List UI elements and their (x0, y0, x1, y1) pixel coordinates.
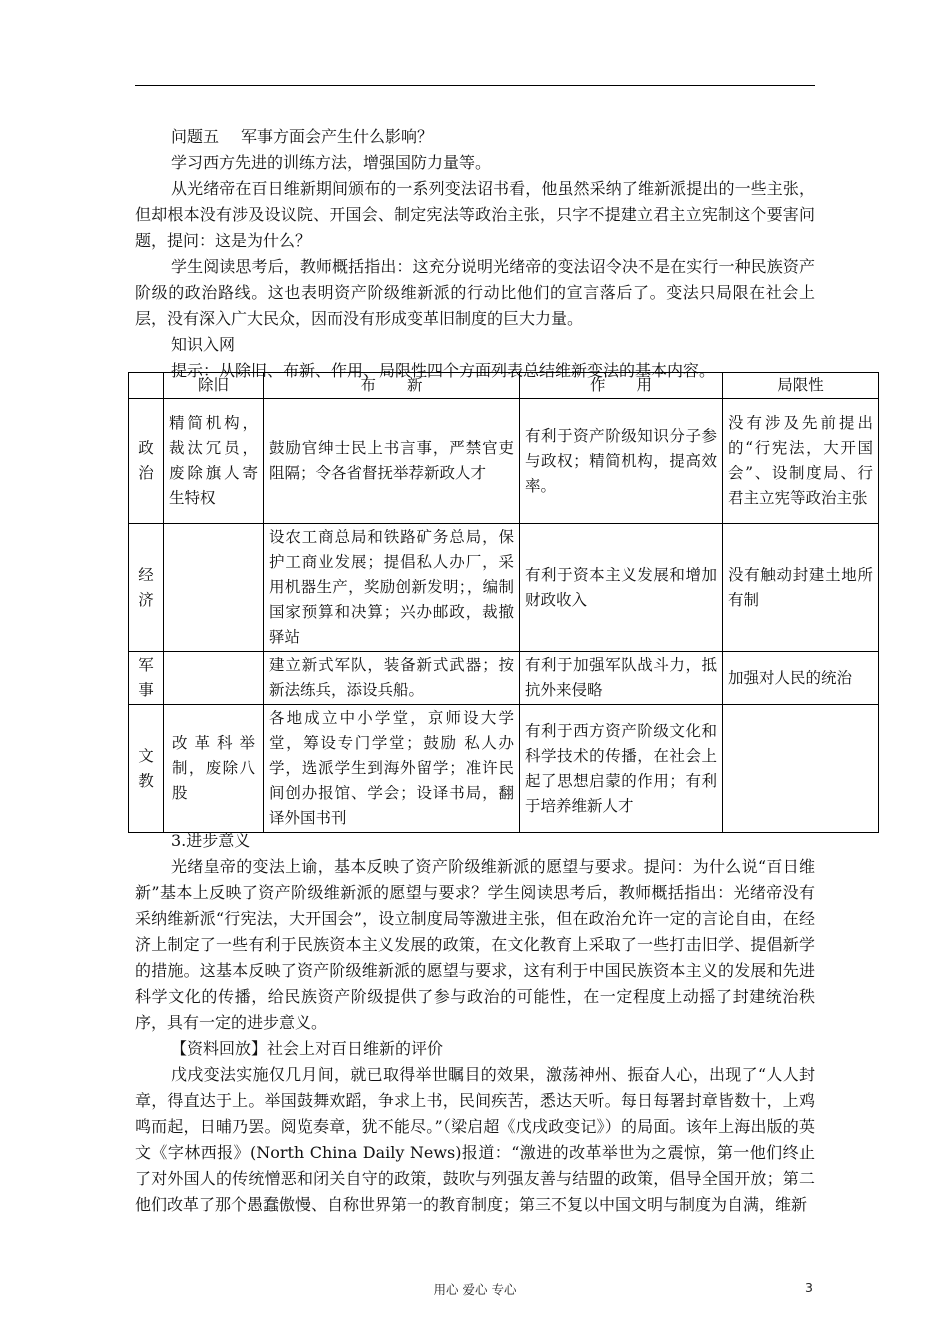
table-row (129, 524, 879, 652)
progress-section (135, 828, 815, 1218)
row-label: 文 教 (129, 705, 164, 833)
table-cell-effect: 有利于资本主义发展和增加财政收入 (520, 524, 723, 652)
question-text: 军事方面会产生什么影响？ (241, 127, 434, 146)
table-cell-limit: 没有触动封建土地所有制 (723, 524, 879, 652)
header-rule (135, 85, 815, 86)
table-header-row (129, 373, 879, 399)
footer-motto: 用心 爱心 专心 (433, 1282, 517, 1297)
table-cell-new: 建立新式军队，装备新式武器；按新法练兵，添设兵船。 (264, 652, 520, 705)
intro-paragraph-1: 从光绪帝在百日维新期间颁布的一系列变法诏书看，他虽然采纳了维新派提出的一些主张，但却根本没有涉及设议院、开国会、制定宪法等政治主张，只字不提建立君主立宪制这个要害问题，提问：这是为什么？ (135, 179, 815, 250)
question-answer: 学习西方先进的训练方法，增强国防力量等。 (171, 153, 492, 172)
question-five (135, 124, 815, 150)
table-row (129, 399, 879, 524)
table-row (129, 652, 879, 705)
page-number: 3 (805, 1280, 813, 1295)
table-cell-limit: 加强对人民的统治 (723, 652, 879, 705)
table-cell-limit (723, 705, 879, 833)
table-cell-limit: 没有涉及先前提出的“行宪法，大开国会”、设制度局、行君主立宪等政治主张 (723, 399, 879, 524)
section-title: 知识入网 (171, 335, 236, 354)
table-row (129, 705, 879, 833)
table-header-cell (129, 373, 164, 399)
table-cell-old: 改革科举制，废除八股 (164, 705, 264, 833)
row-label: 政 治 (129, 399, 164, 524)
table-cell-old (164, 652, 264, 705)
table-cell-effect: 有利于西方资产阶级文化和科学技术的传播，在社会上起了思想启蒙的作用；有利于培养维新人才 (520, 705, 723, 833)
reform-summary-table (128, 372, 879, 833)
table-header-cell: 布 新 (264, 373, 520, 399)
table-cell-new: 设农工商总局和铁路矿务总局，保护工商业发展；提倡私人办厂，采用机器生产，奖励创新发明；，编制国家预算和决算；兴办邮政，裁撤驿站 (264, 524, 520, 652)
table-hint: 提示：从除旧、布新、作用、局限性四个方面列表总结维新变法的基本内容。 (171, 361, 716, 380)
table-header-cell: 局限性 (723, 373, 879, 399)
table-header-cell: 除旧 (164, 373, 264, 399)
table-header-cell: 作 用 (520, 373, 723, 399)
progress-title: 3.进步意义 (171, 831, 251, 850)
row-label: 经 济 (129, 524, 164, 652)
table-cell-new: 各地成立中小学堂，京师设大学堂，筹设专门学堂；鼓励 私人办学，选派学生到海外留学；准许民间创办报馆、学会；设译书局，翻译外国书刊 (264, 705, 520, 833)
review-paragraph: 戊戌变法实施仅几月间，就已取得举世瞩目的效果，激荡神州、振奋人心，出现了“人人封章，得直达于上。举国鼓舞欢蹈，争求上书，民间疾苦，悉达天听。每日每署封章皆数十，上鸡鸣而起，日晡乃罢。阅览奏章，犹不能尽。”（梁启超《戊戌政变记》）的局面。该年上海出版的英文《字林西报》(North China Daily News)报道：“激进的改革举世为之震惊，第一他们终止了对外国人的传统憎恶和闭关自守的政策，鼓吹与列强友善与结盟的政策，倡导全国开放；第二他们改革了那个愚蠢傲慢、自称世界第一的教育制度；第三不复以中国文明与制度为自满，维新 (135, 1065, 815, 1214)
table-cell-old (164, 524, 264, 652)
intro-paragraph-2: 学生阅读思考后，教师概括指出：这充分说明光绪帝的变法诏令决不是在实行一种民族资产阶级的政治路线。这也表明资产阶级维新派的行动比他们的宣言落后了。变法只局限在社会上层，没有深入广大民众，因而没有形成变革旧制度的巨大力量。 (135, 257, 815, 328)
table-cell-effect: 有利于加强军队战斗力，抵抗外来侵略 (520, 652, 723, 705)
progress-paragraph: 光绪皇帝的变法上谕，基本反映了资产阶级维新派的愿望与要求。提问：为什么说“百日维新”基本上反映了资产阶级维新派的愿望与要求？学生阅读思考后，教师概括指出：光绪帝没有采纳维新派“行宪法，大开国会”，设立制度局等激进主张，但在政治允许一定的言论自由，在经济上制定了一些有利于民族资本主义发展的政策，在文化教育上采取了一些打击旧学、提倡新学的措施。这基本反映了资产阶级维新派的愿望与要求，这有利于中国民族资本主义的发展和先进科学文化的传播，给民族资产阶级提供了参与政治的可能性，在一定程度上动摇了封建统治秩序，具有一定的进步意义。 (135, 857, 815, 1032)
table-cell-new: 鼓励官绅士民上书言事，严禁官吏阻隔；令各省督抚举荐新政人才 (264, 399, 520, 524)
row-label: 军 事 (129, 652, 164, 705)
table-cell-effect: 有利于资产阶级知识分子参与政权；精简机构，提高效率。 (520, 399, 723, 524)
intro-section (135, 124, 815, 384)
review-title: 【资料回放】社会上对百日维新的评价 (171, 1039, 444, 1058)
question-label: 问题五 (171, 127, 220, 146)
table-cell-old: 精简机构，裁汰冗员，废除旗人寄生特权 (164, 399, 264, 524)
